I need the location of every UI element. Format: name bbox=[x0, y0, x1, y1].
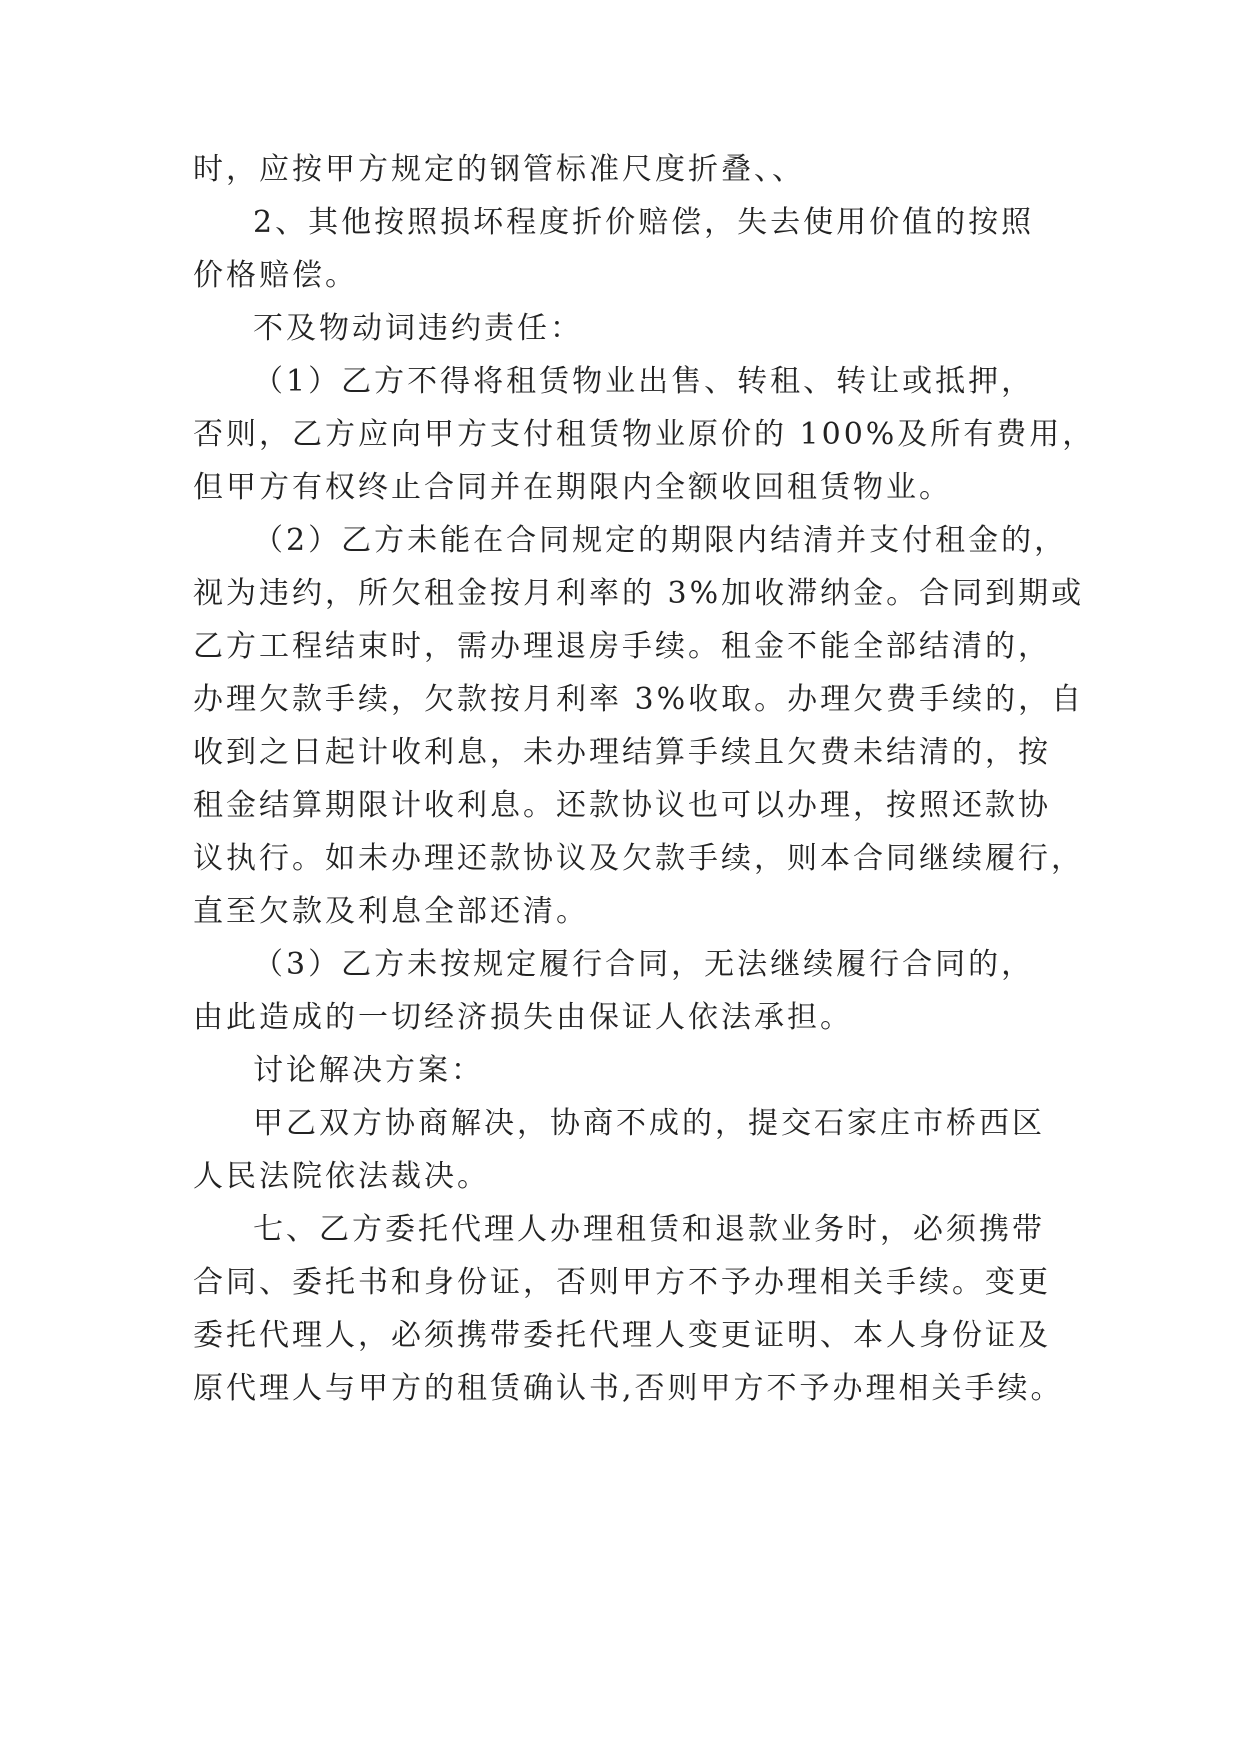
text-line: 但甲方有权终止合同并在期限内全额收回租赁物业。 bbox=[193, 470, 952, 505]
text-line: 乙方工程结束时，需办理退房手续。租金不能全部结清的， bbox=[193, 629, 1051, 664]
text-line: 视为违约，所欠租金按月利率的 3%加收滞纳金。合同到期或 bbox=[193, 576, 1085, 611]
text-line: 甲乙双方协商解决，协商不成的，提交石家庄市桥西区 bbox=[253, 1106, 1045, 1141]
text-line: 收到之日起计收利息，未办理结算手续且欠费未结清的，按 bbox=[193, 735, 1051, 770]
text-line: 直至欠款及利息全部还清。 bbox=[193, 894, 589, 929]
text-line: 价格赔偿。 bbox=[193, 258, 358, 293]
text-line: 议执行。如未办理还款协议及欠款手续，则本合同继续履行， bbox=[193, 841, 1084, 876]
text-line: 委托代理人，必须携带委托代理人变更证明、本人身份证及 bbox=[193, 1318, 1051, 1353]
text-line: （3）乙方未按规定履行合同，无法继续履行合同的， bbox=[253, 947, 1035, 982]
text-line: 讨论解决方案： bbox=[253, 1053, 484, 1088]
text-line: 办理欠款手续，欠款按月利率 3%收取。办理欠费手续的，自 bbox=[193, 682, 1085, 717]
text-line: 七、乙方委托代理人办理租赁和退款业务时，必须携带 bbox=[253, 1212, 1045, 1247]
text-line: 时，应按甲方规定的钢管标准尺度折叠、、 bbox=[193, 152, 805, 187]
text-line: 租金结算期限计收利息。还款协议也可以办理，按照还款协 bbox=[193, 788, 1051, 823]
text-line: （1）乙方不得将租赁物业出售、转租、转让或抵押， bbox=[253, 364, 1035, 399]
text-line: 合同、委托书和身份证，否则甲方不予办理相关手续。变更 bbox=[193, 1265, 1051, 1300]
text-line: 由此造成的一切经济损失由保证人依法承担。 bbox=[193, 1000, 853, 1035]
text-line: 原代理人与甲方的租赁确认书,否则甲方不予办理相关手续。 bbox=[193, 1371, 1064, 1406]
text-line: 人民法院依法裁决。 bbox=[193, 1159, 490, 1194]
text-line: 2、其他按照损坏程度折价赔偿，失去使用价值的按照 bbox=[253, 205, 1035, 240]
text-line: 否则，乙方应向甲方支付租赁物业原价的 100%及所有费用， bbox=[193, 417, 1096, 452]
text-line: （2）乙方未能在合同规定的期限内结清并支付租金的， bbox=[253, 523, 1068, 558]
text-line: 不及物动词违约责任： bbox=[253, 311, 583, 346]
